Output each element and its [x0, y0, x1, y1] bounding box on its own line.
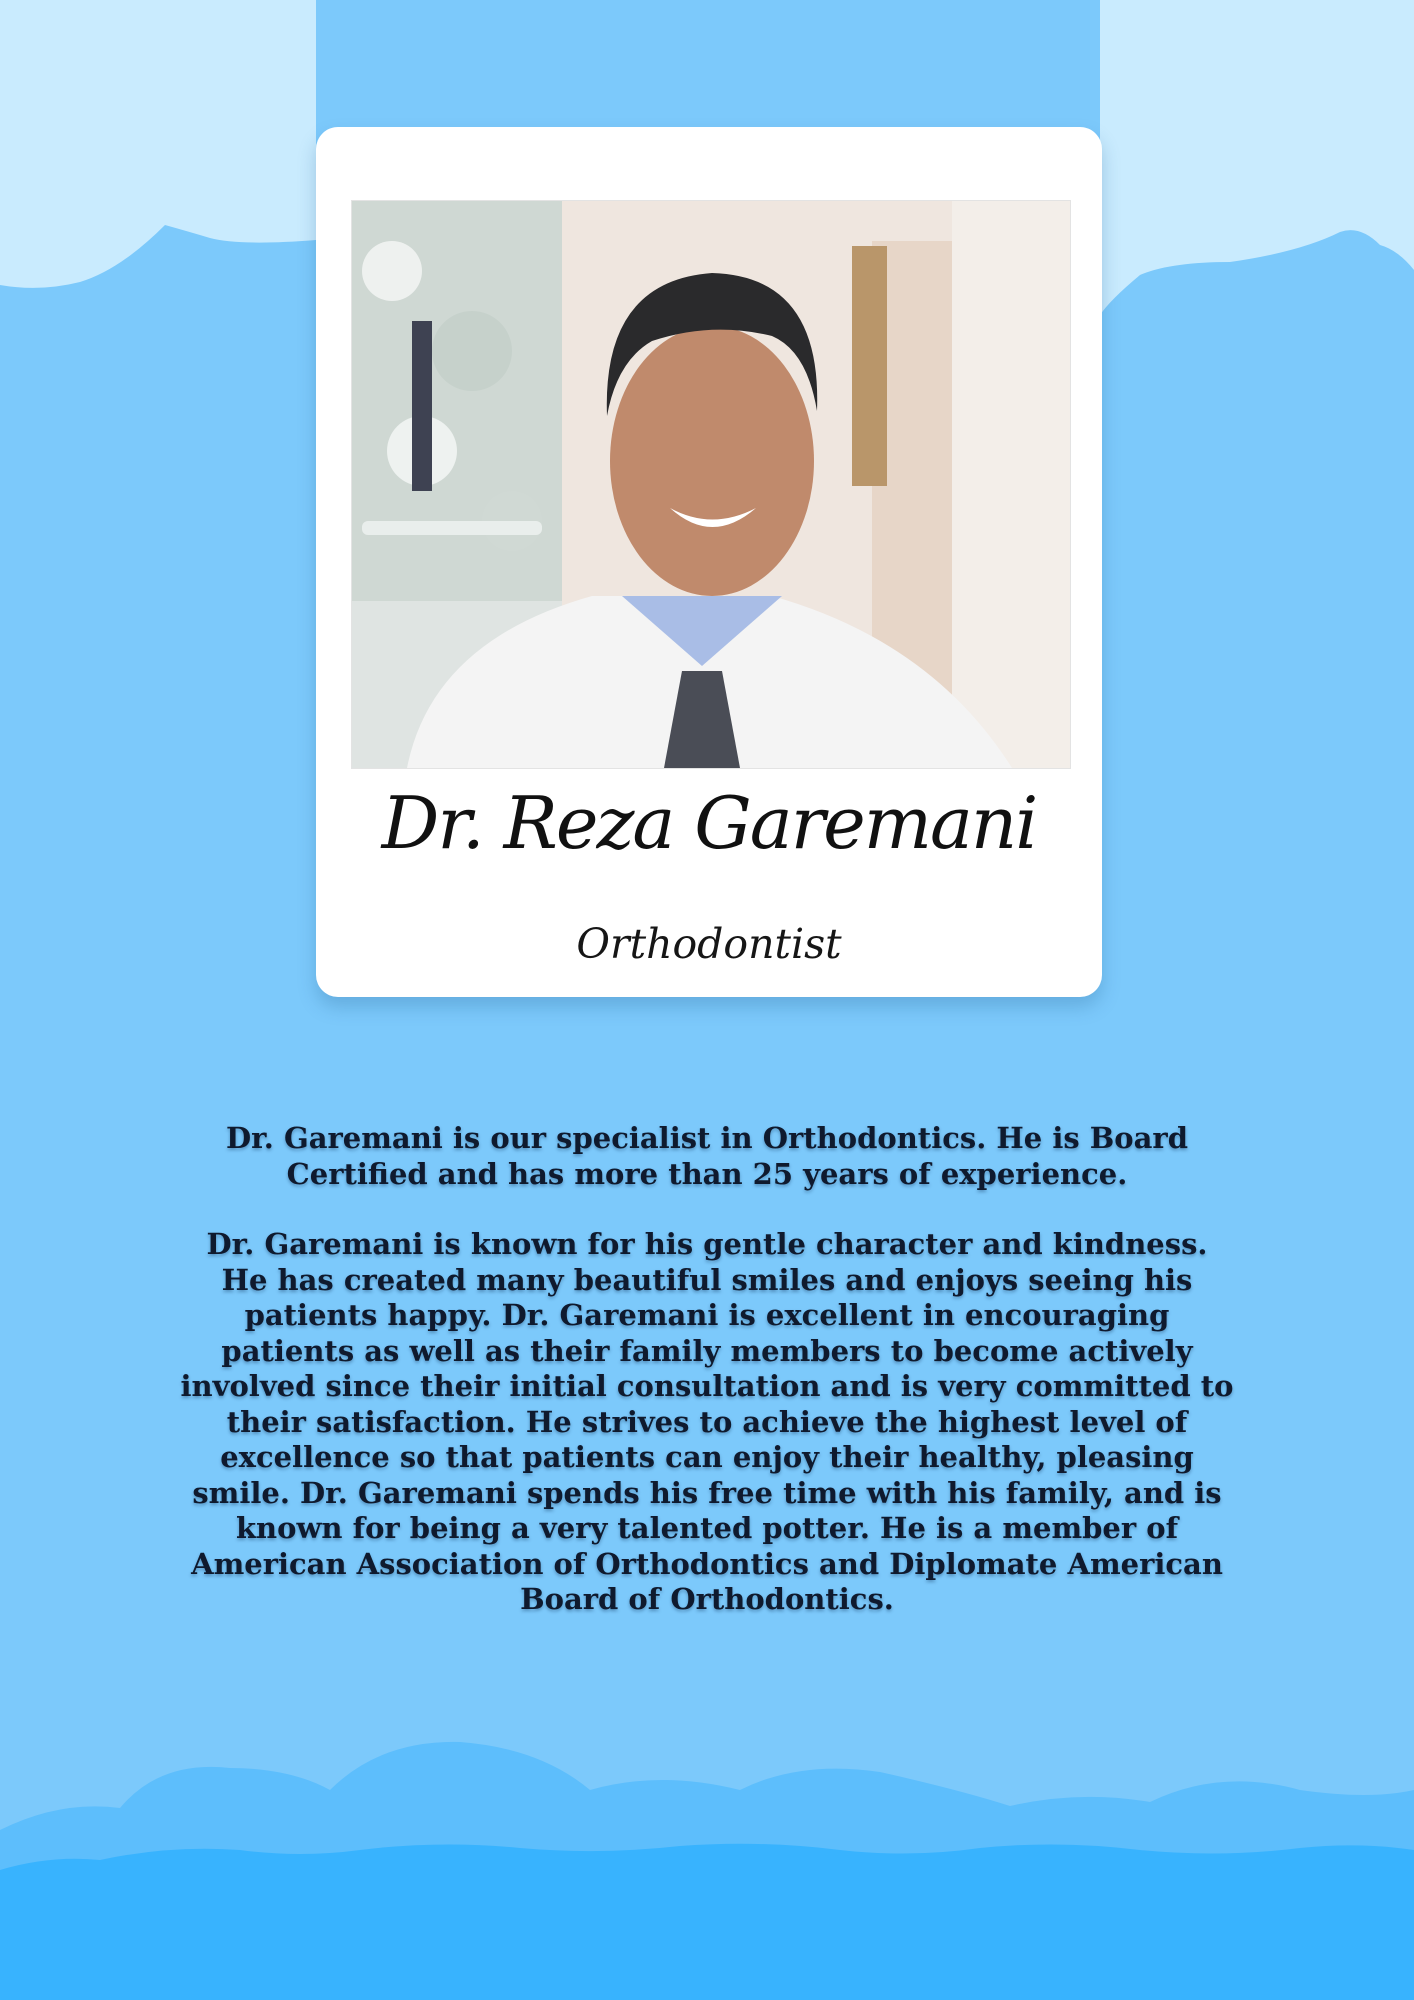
- doctor-photo: [351, 200, 1071, 769]
- bio-paragraph-1: Dr. Garemani is our specialist in Orthodontics. He is Board Certified and has more than 25 years of experience.: [226, 1121, 1188, 1191]
- doctor-title: Orthodontist: [576, 920, 842, 968]
- bio-paragraph-2: Dr. Garemani is known for his gentle character and kindness. He has created many beautiful smiles and enjoys seeing his patients happy. Dr. Garemani is excellent in encouraging patients as well as their family members to become actively involved since their initial consultation and is very committed to their satisfaction. He strives to achieve the highest level of excellence so that patients can enjoy their healthy, pleasing smile. Dr. Garemani spends his free time with his family, and is known for being a very talented potter. He is a member of American Association of Orthodontics and Diplomate American Board of Orthodontics.: [180, 1227, 1234, 1616]
- bottom-cloud-band-deep: [0, 1844, 1414, 2000]
- profile-card: [316, 127, 1102, 997]
- doctor-name: Dr. Reza Garemani: [381, 781, 1037, 865]
- doctor-portrait-image: [352, 201, 1070, 768]
- bio-section: [180, 1121, 1234, 1618]
